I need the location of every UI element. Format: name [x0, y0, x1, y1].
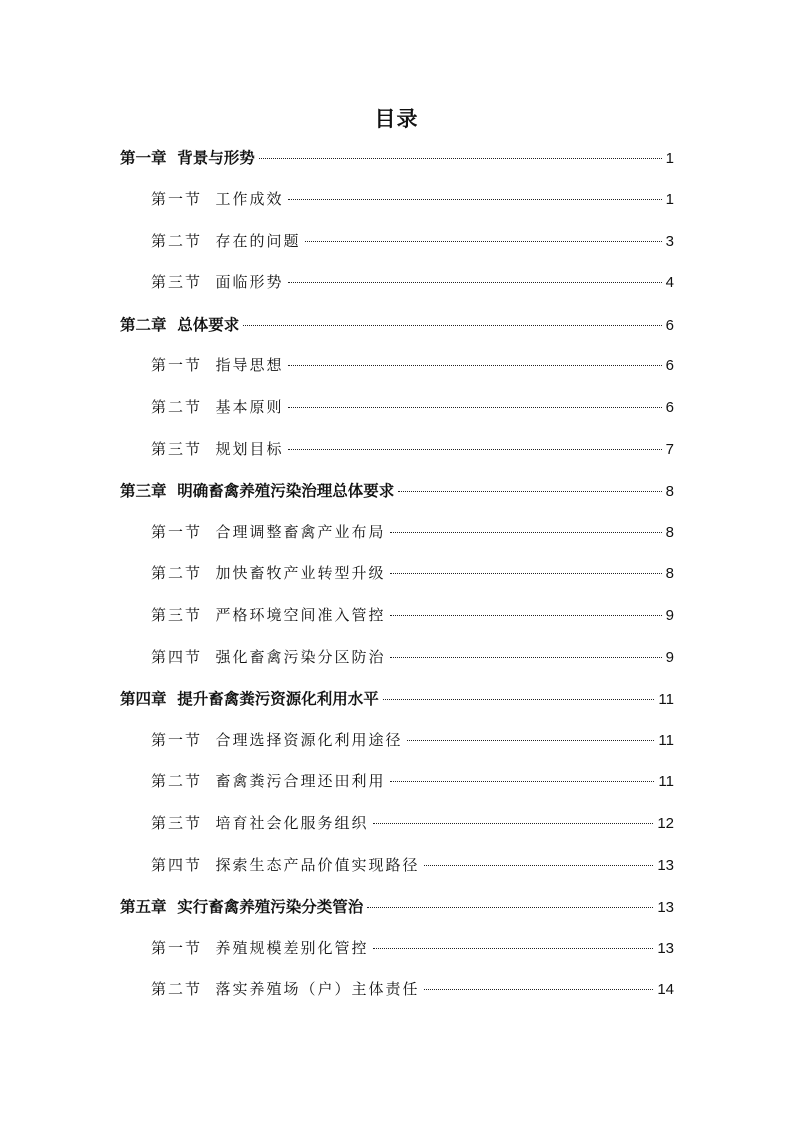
toc-entry-label: 第一章 背景与形势	[120, 149, 255, 167]
dot-leader	[424, 989, 654, 990]
toc-entry-chapter[interactable]	[120, 146, 674, 172]
toc-entry-section[interactable]	[151, 230, 674, 256]
toc-entry-section[interactable]	[151, 604, 674, 630]
toc-entry-label: 第二节 存在的问题	[151, 232, 301, 250]
dot-leader	[390, 615, 662, 616]
toc-entry-label: 第三节 规划目标	[151, 440, 284, 458]
dot-leader	[383, 699, 655, 700]
toc-entry-section[interactable]	[151, 646, 674, 672]
toc-title: 目录	[374, 107, 419, 131]
toc-entry-page: 8	[665, 483, 674, 500]
toc-entry-label: 第二节 畜禽粪污合理还田利用	[151, 772, 386, 790]
dot-leader	[288, 282, 662, 283]
toc-entry-section[interactable]	[151, 937, 674, 963]
toc-entry-label: 第三节 培育社会化服务组织	[151, 814, 369, 832]
toc-entry-label: 第一节 指导思想	[151, 356, 284, 374]
toc-entry-label: 第一节 合理调整畜禽产业布局	[151, 523, 386, 541]
toc-entry-label: 第四节 强化畜禽污染分区防治	[151, 648, 386, 666]
toc-entry-chapter[interactable]	[120, 687, 674, 713]
dot-leader	[243, 325, 661, 326]
toc-entry-section[interactable]	[151, 812, 674, 838]
dot-leader	[424, 865, 654, 866]
toc-entry-label: 第二章 总体要求	[120, 316, 240, 334]
toc-entry-section[interactable]	[151, 729, 674, 755]
toc-entry-label: 第三章 明确畜禽养殖污染治理总体要求	[120, 482, 395, 500]
dot-leader	[288, 199, 662, 200]
toc-entry-page: 1	[665, 150, 674, 167]
dot-leader	[407, 740, 655, 741]
toc-entry-label: 第三节 面临形势	[151, 273, 284, 291]
toc-entry-label: 第二节 基本原则	[151, 398, 284, 416]
dot-leader	[288, 365, 662, 366]
toc-entry-page: 6	[665, 317, 674, 334]
toc-entry-page: 11	[658, 773, 674, 790]
toc-entry-page: 1	[665, 191, 674, 208]
toc-entry-section[interactable]	[151, 271, 674, 297]
dot-leader	[390, 573, 662, 574]
toc-entry-page: 8	[665, 565, 674, 582]
toc-entry-page: 13	[657, 857, 674, 874]
toc-entry-section[interactable]	[151, 396, 674, 422]
toc-entry-page: 4	[665, 274, 674, 291]
dot-leader	[390, 781, 655, 782]
toc-entry-chapter[interactable]	[120, 895, 674, 921]
toc-entry-page: 7	[665, 441, 674, 458]
toc-entry-label: 第一节 养殖规模差别化管控	[151, 939, 369, 957]
toc-entry-page: 9	[665, 649, 674, 666]
dot-leader	[367, 907, 653, 908]
toc-entry-page: 8	[665, 524, 674, 541]
toc-entry-label: 第四章 提升畜禽粪污资源化利用水平	[120, 690, 379, 708]
toc-entry-section[interactable]	[151, 354, 674, 380]
toc-entry-section[interactable]	[151, 978, 674, 1004]
toc-entry-section[interactable]	[151, 770, 674, 796]
toc-entry-section[interactable]	[151, 438, 674, 464]
toc-entry-label: 第一节 合理选择资源化利用途径	[151, 731, 403, 749]
toc-entry-label: 第三节 严格环境空间准入管控	[151, 606, 386, 624]
dot-leader	[390, 657, 662, 658]
toc-entry-page: 6	[665, 399, 674, 416]
toc-entry-section[interactable]	[151, 854, 674, 880]
dot-leader	[288, 407, 662, 408]
toc-entry-label: 第四节 探索生态产品价值实现路径	[151, 856, 420, 874]
toc-entry-page: 12	[657, 815, 674, 832]
toc-entry-chapter[interactable]	[120, 479, 674, 505]
dot-leader	[305, 241, 662, 242]
toc-entry-section[interactable]	[151, 562, 674, 588]
toc-entry-section[interactable]	[151, 521, 674, 547]
dot-leader	[288, 449, 662, 450]
toc-entry-label: 第五章 实行畜禽养殖污染分类管治	[120, 898, 364, 916]
toc-entry-section[interactable]	[151, 188, 674, 214]
toc-entry-label: 第一节 工作成效	[151, 190, 284, 208]
toc-entry-page: 14	[657, 981, 674, 998]
dot-leader	[390, 532, 662, 533]
dot-leader	[398, 491, 661, 492]
toc-entry-page: 13	[657, 940, 674, 957]
dot-leader	[373, 823, 654, 824]
toc-entry-page: 11	[658, 691, 674, 708]
toc-entry-label: 第二节 落实养殖场（户）主体责任	[151, 980, 420, 998]
dot-leader	[259, 158, 662, 159]
toc-entry-page: 13	[657, 899, 674, 916]
toc-entry-page: 9	[665, 607, 674, 624]
toc-entry-page: 6	[665, 357, 674, 374]
toc-entry-chapter[interactable]	[120, 313, 674, 339]
toc-entry-page: 11	[658, 732, 674, 749]
toc-entry-label: 第二节 加快畜牧产业转型升级	[151, 564, 386, 582]
dot-leader	[373, 948, 654, 949]
toc-entry-page: 3	[665, 233, 674, 250]
